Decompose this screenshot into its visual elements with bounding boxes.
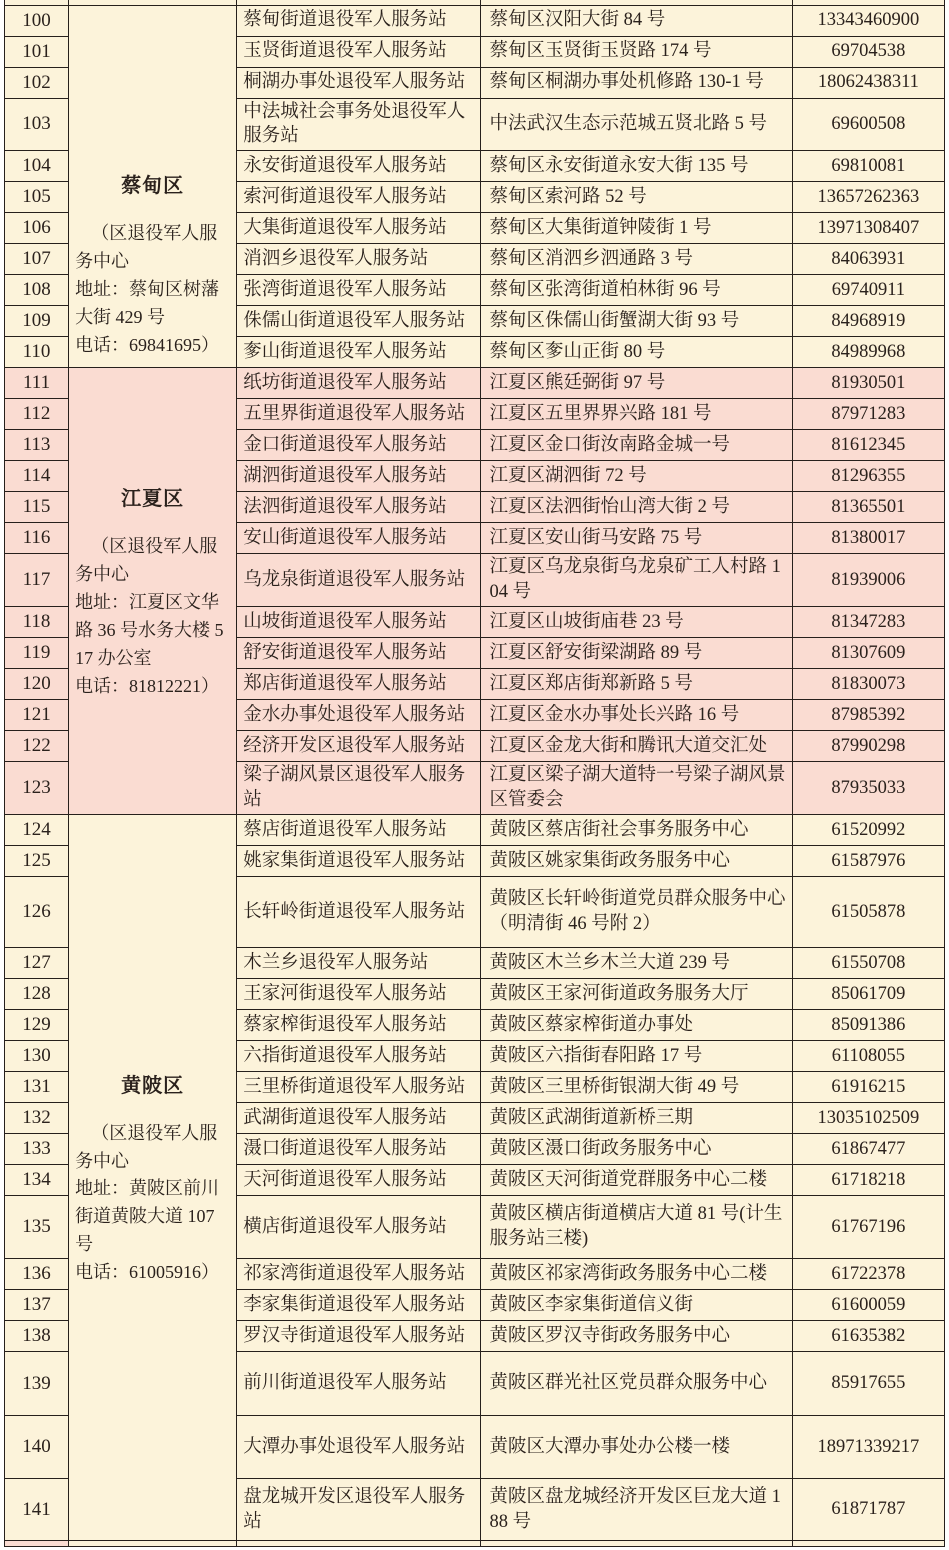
station-name-cell: 山坡街道退役军人服务站 xyxy=(237,607,481,638)
row-number-cell: 108 xyxy=(5,275,69,306)
district-name: 黄陂区 xyxy=(121,1074,185,1097)
phone-cell: 84989968 xyxy=(792,337,944,368)
address-cell: 黄陂区李家集街道信义街 xyxy=(481,1290,792,1321)
phone-cell: 87990298 xyxy=(792,731,944,762)
address-cell: 黄陂区祁家湾街政务服务中心二楼 xyxy=(481,1259,792,1290)
service-station-table xyxy=(4,0,945,1547)
district-center-info-line: 电话：69841695） xyxy=(75,334,220,355)
phone-cell: 61867477 xyxy=(792,1134,944,1165)
district-name: 蔡甸区 xyxy=(121,174,185,197)
phone-cell: 18971339217 xyxy=(792,1416,944,1479)
station-name-cell: 横店街道退役军人服务站 xyxy=(237,1196,481,1259)
address-cell: 黄陂区横店街道横店大道 81 号(计生服务站三楼) xyxy=(481,1196,792,1259)
district-center-info-line: 电话：61005916） xyxy=(75,1262,220,1283)
phone-cell: 87985392 xyxy=(792,700,944,731)
station-name-cell: 湖泗街道退役军人服务站 xyxy=(237,461,481,492)
phone-cell: 61916215 xyxy=(792,1072,944,1103)
address-cell: 江夏区湖泗街 72 号 xyxy=(481,461,792,492)
station-name-cell: 法泗街道退役军人服务站 xyxy=(237,492,481,523)
address-cell: 蔡甸区消泗乡泗通路 3 号 xyxy=(481,244,792,275)
row-number-cell: 125 xyxy=(5,846,69,877)
address-cell: 黄陂区群光社区党员群众服务中心 xyxy=(481,1352,792,1416)
address-cell: 黄陂区大潭办事处办公楼一楼 xyxy=(481,1416,792,1479)
row-number-cell: 112 xyxy=(5,399,69,430)
station-name-cell: 安山街道退役军人服务站 xyxy=(237,523,481,554)
station-name-cell: 金水办事处退役军人服务站 xyxy=(237,700,481,731)
address-cell: 蔡甸区大集街道钟陵街 1 号 xyxy=(481,213,792,244)
row-number-cell: 107 xyxy=(5,244,69,275)
phone-cell: 69704538 xyxy=(792,36,944,67)
station-name-cell: 郑店街道退役军人服务站 xyxy=(237,669,481,700)
station-name-cell: 武湖街道退役军人服务站 xyxy=(237,1103,481,1134)
address-cell: 黄陂区盘龙城经济开发区巨龙大道 188 号 xyxy=(481,1479,792,1541)
address-cell: 蔡甸区桐湖办事处机修路 130-1 号 xyxy=(481,67,792,98)
row-number-cell: 137 xyxy=(5,1290,69,1321)
row-number-cell: 129 xyxy=(5,1010,69,1041)
row-number-cell: 132 xyxy=(5,1103,69,1134)
row-number-cell: 121 xyxy=(5,700,69,731)
address-cell: 黄陂区王家河街道政务服务大厅 xyxy=(481,979,792,1010)
row-number-cell: 140 xyxy=(5,1416,69,1479)
station-name-cell: 长轩岭街道退役军人服务站 xyxy=(237,877,481,948)
district-center-info-line: 地址：蔡甸区树藩大街 429 号 xyxy=(75,278,220,327)
district-cell xyxy=(69,815,237,1541)
address-cell: 黄陂区蔡店街社会事务服务中心 xyxy=(481,815,792,846)
address-cell: 江夏区金龙大街和腾讯大道交汇处 xyxy=(481,731,792,762)
row-number-cell: 130 xyxy=(5,1041,69,1072)
row-number-cell: 141 xyxy=(5,1479,69,1541)
station-name-cell: 王家河街退役军人服务站 xyxy=(237,979,481,1010)
district-center-info-line: 地址：黄陂区前川街道黄陂大道 107 号 xyxy=(75,1178,220,1255)
station-name-cell: 乌龙泉街道退役军人服务站 xyxy=(237,554,481,607)
row-number-cell: 115 xyxy=(5,492,69,523)
station-name-cell: 滠口街道退役军人服务站 xyxy=(237,1134,481,1165)
station-name-cell: 大集街道退役军人服务站 xyxy=(237,213,481,244)
phone-cell: 85917655 xyxy=(792,1352,944,1416)
phone-cell: 13035102509 xyxy=(792,1103,944,1134)
district-cell xyxy=(69,368,237,815)
station-name-cell: 经济开发区退役军人服务站 xyxy=(237,731,481,762)
station-name-cell: 姚家集街道退役军人服务站 xyxy=(237,846,481,877)
address-cell: 江夏区乌龙泉街乌龙泉矿工人村路 104 号 xyxy=(481,554,792,607)
station-name-cell: 金口街道退役军人服务站 xyxy=(237,430,481,461)
phone-cell: 61587976 xyxy=(792,846,944,877)
row-number-cell: 131 xyxy=(5,1072,69,1103)
station-name-cell: 永安街道退役军人服务站 xyxy=(237,151,481,182)
address-cell: 江夏区金口街汝南路金城一号 xyxy=(481,430,792,461)
address-cell: 黄陂区天河街道党群服务中心二楼 xyxy=(481,1165,792,1196)
partial-row-bottom xyxy=(5,1541,945,1547)
row-number-cell: 100 xyxy=(5,5,69,36)
partial-cell xyxy=(792,1541,944,1547)
station-name-cell: 蔡甸街道退役军人服务站 xyxy=(237,5,481,36)
row-number-cell: 113 xyxy=(5,430,69,461)
phone-cell: 81296355 xyxy=(792,461,944,492)
row-number-cell: 135 xyxy=(5,1196,69,1259)
station-name-cell: 玉贤街道退役军人服务站 xyxy=(237,36,481,67)
phone-cell: 61520992 xyxy=(792,815,944,846)
address-cell: 蔡甸区玉贤街玉贤路 174 号 xyxy=(481,36,792,67)
address-cell: 蔡甸区奓山正街 80 号 xyxy=(481,337,792,368)
district-center-info-line: （区退役军人服务中心 xyxy=(75,1122,218,1171)
row-number-cell: 123 xyxy=(5,762,69,815)
address-cell: 江夏区熊廷弼街 97 号 xyxy=(481,368,792,399)
address-cell: 蔡甸区索河路 52 号 xyxy=(481,182,792,213)
phone-cell: 85061709 xyxy=(792,979,944,1010)
table-row xyxy=(5,5,945,36)
partial-cell xyxy=(69,1541,237,1547)
row-number-cell: 110 xyxy=(5,337,69,368)
address-cell: 黄陂区蔡家榨街道办事处 xyxy=(481,1010,792,1041)
phone-cell: 81347283 xyxy=(792,607,944,638)
station-name-cell: 五里界街道退役军人服务站 xyxy=(237,399,481,430)
address-cell: 江夏区金水办事处长兴路 16 号 xyxy=(481,700,792,731)
station-name-cell: 消泗乡退役军人服务站 xyxy=(237,244,481,275)
phone-cell: 69600508 xyxy=(792,98,944,151)
row-number-cell: 133 xyxy=(5,1134,69,1165)
address-cell: 江夏区舒安街梁湖路 89 号 xyxy=(481,638,792,669)
address-cell: 江夏区五里界界兴路 181 号 xyxy=(481,399,792,430)
row-number-cell: 139 xyxy=(5,1352,69,1416)
phone-cell: 81930501 xyxy=(792,368,944,399)
phone-cell: 61505878 xyxy=(792,877,944,948)
station-name-cell: 木兰乡退役军人服务站 xyxy=(237,948,481,979)
district-center-info-line: （区退役军人服务中心 xyxy=(75,222,218,271)
phone-cell: 84968919 xyxy=(792,306,944,337)
station-name-cell: 天河街道退役军人服务站 xyxy=(237,1165,481,1196)
partial-cell xyxy=(481,1541,792,1547)
row-number-cell: 128 xyxy=(5,979,69,1010)
station-name-cell: 蔡家榨街退役军人服务站 xyxy=(237,1010,481,1041)
phone-cell: 69810081 xyxy=(792,151,944,182)
row-number-cell: 111 xyxy=(5,368,69,399)
district-name: 江夏区 xyxy=(121,488,185,511)
row-number-cell: 124 xyxy=(5,815,69,846)
table-row xyxy=(5,815,945,846)
table-row xyxy=(5,368,945,399)
row-number-cell: 134 xyxy=(5,1165,69,1196)
address-cell: 黄陂区武湖街道新桥三期 xyxy=(481,1103,792,1134)
phone-cell: 81380017 xyxy=(792,523,944,554)
address-cell: 蔡甸区侏儒山街蟹湖大街 93 号 xyxy=(481,306,792,337)
station-name-cell: 索河街道退役军人服务站 xyxy=(237,182,481,213)
phone-cell: 13971308407 xyxy=(792,213,944,244)
phone-cell: 61550708 xyxy=(792,948,944,979)
station-name-cell: 桐湖办事处退役军人服务站 xyxy=(237,67,481,98)
row-number-cell: 126 xyxy=(5,877,69,948)
row-number-cell: 120 xyxy=(5,669,69,700)
phone-cell: 81612345 xyxy=(792,430,944,461)
row-number-cell: 117 xyxy=(5,554,69,607)
address-cell: 江夏区郑店街郑新路 5 号 xyxy=(481,669,792,700)
station-name-cell: 大潭办事处退役军人服务站 xyxy=(237,1416,481,1479)
phone-cell: 87935033 xyxy=(792,762,944,815)
row-number-cell: 119 xyxy=(5,638,69,669)
address-cell: 黄陂区木兰乡木兰大道 239 号 xyxy=(481,948,792,979)
address-cell: 江夏区梁子湖大道特一号梁子湖风景区管委会 xyxy=(481,762,792,815)
service-station-table-body xyxy=(5,0,945,1547)
address-cell: 中法武汉生态示范城五贤北路 5 号 xyxy=(481,98,792,151)
phone-cell: 13343460900 xyxy=(792,5,944,36)
station-name-cell: 侏儒山街道退役军人服务站 xyxy=(237,306,481,337)
phone-cell: 61722378 xyxy=(792,1259,944,1290)
phone-cell: 69740911 xyxy=(792,275,944,306)
phone-cell: 84063931 xyxy=(792,244,944,275)
station-name-cell: 舒安街道退役军人服务站 xyxy=(237,638,481,669)
row-number-cell: 127 xyxy=(5,948,69,979)
row-number-cell: 101 xyxy=(5,36,69,67)
station-name-cell: 前川街道退役军人服务站 xyxy=(237,1352,481,1416)
station-name-cell: 梁子湖风景区退役军人服务站 xyxy=(237,762,481,815)
district-center-info-line: 电话：81812221） xyxy=(75,675,220,696)
station-name-cell: 三里桥街道退役军人服务站 xyxy=(237,1072,481,1103)
phone-cell: 61635382 xyxy=(792,1321,944,1352)
phone-cell: 81939006 xyxy=(792,554,944,607)
row-number-cell: 116 xyxy=(5,523,69,554)
partial-cell xyxy=(237,1541,481,1547)
phone-cell: 81365501 xyxy=(792,492,944,523)
phone-cell: 81307609 xyxy=(792,638,944,669)
row-number-cell: 102 xyxy=(5,67,69,98)
address-cell: 黄陂区姚家集街政务服务中心 xyxy=(481,846,792,877)
address-cell: 黄陂区滠口街政务服务中心 xyxy=(481,1134,792,1165)
station-name-cell: 祁家湾街道退役军人服务站 xyxy=(237,1259,481,1290)
phone-cell: 85091386 xyxy=(792,1010,944,1041)
phone-cell: 61767196 xyxy=(792,1196,944,1259)
phone-cell: 13657262363 xyxy=(792,182,944,213)
station-name-cell: 奓山街道退役军人服务站 xyxy=(237,337,481,368)
phone-cell: 18062438311 xyxy=(792,67,944,98)
station-name-cell: 李家集街道退役军人服务站 xyxy=(237,1290,481,1321)
partial-cell xyxy=(5,1541,69,1547)
address-cell: 黄陂区长轩岭街道党员群众服务中心（明清街 46 号附 2） xyxy=(481,877,792,948)
row-number-cell: 118 xyxy=(5,607,69,638)
station-name-cell: 纸坊街道退役军人服务站 xyxy=(237,368,481,399)
station-name-cell: 张湾街道退役军人服务站 xyxy=(237,275,481,306)
row-number-cell: 104 xyxy=(5,151,69,182)
station-name-cell: 中法城社会事务处退役军人服务站 xyxy=(237,98,481,151)
address-cell: 蔡甸区张湾街道柏林街 96 号 xyxy=(481,275,792,306)
station-name-cell: 六指街道退役军人服务站 xyxy=(237,1041,481,1072)
phone-cell: 61718218 xyxy=(792,1165,944,1196)
row-number-cell: 122 xyxy=(5,731,69,762)
row-number-cell: 136 xyxy=(5,1259,69,1290)
row-number-cell: 105 xyxy=(5,182,69,213)
phone-cell: 61108055 xyxy=(792,1041,944,1072)
phone-cell: 81830073 xyxy=(792,669,944,700)
address-cell: 蔡甸区永安街道永安大街 135 号 xyxy=(481,151,792,182)
row-number-cell: 138 xyxy=(5,1321,69,1352)
address-cell: 江夏区山坡街庙巷 23 号 xyxy=(481,607,792,638)
address-cell: 江夏区法泗街怡山湾大街 2 号 xyxy=(481,492,792,523)
station-name-cell: 罗汉寺街道退役军人服务站 xyxy=(237,1321,481,1352)
district-center-info-line: （区退役军人服务中心 xyxy=(75,536,218,585)
address-cell: 蔡甸区汉阳大街 84 号 xyxy=(481,5,792,36)
district-center-info-line: 地址：江夏区文华路 36 号水务大楼 517 办公室 xyxy=(75,591,224,668)
row-number-cell: 114 xyxy=(5,461,69,492)
phone-cell: 87971283 xyxy=(792,399,944,430)
address-cell: 黄陂区罗汉寺街政务服务中心 xyxy=(481,1321,792,1352)
address-cell: 黄陂区六指街春阳路 17 号 xyxy=(481,1041,792,1072)
row-number-cell: 109 xyxy=(5,306,69,337)
address-cell: 江夏区安山街马安路 75 号 xyxy=(481,523,792,554)
phone-cell: 61871787 xyxy=(792,1479,944,1541)
address-cell: 黄陂区三里桥街银湖大街 49 号 xyxy=(481,1072,792,1103)
phone-cell: 61600059 xyxy=(792,1290,944,1321)
station-name-cell: 盘龙城开发区退役军人服务站 xyxy=(237,1479,481,1541)
row-number-cell: 103 xyxy=(5,98,69,151)
station-name-cell: 蔡店街道退役军人服务站 xyxy=(237,815,481,846)
row-number-cell: 106 xyxy=(5,213,69,244)
district-cell xyxy=(69,5,237,368)
